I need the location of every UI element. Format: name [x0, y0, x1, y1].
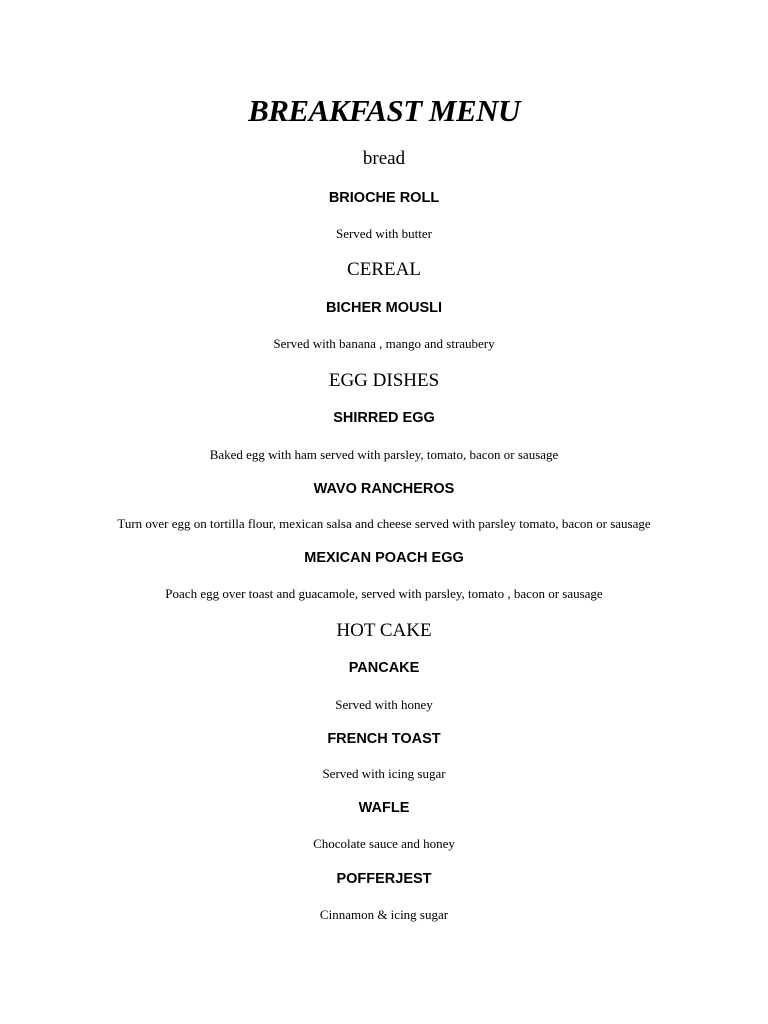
menu-item-description: Served with honey	[335, 697, 433, 712]
menu-item-name: SHIRRED EGG	[333, 410, 435, 426]
menu-item-description: Served with banana , mango and straubery	[273, 336, 495, 351]
menu-item-description: Poach egg over toast and guacamole, served with parsley, tomato , bacon or sausage	[165, 586, 603, 601]
menu-item-description: Served with butter	[335, 226, 433, 241]
section-heading-egg-dishes: EGG DISHES	[328, 370, 440, 391]
menu-item-name: BICHER MOUSLI	[326, 300, 442, 316]
menu-item-name: WAVO RANCHEROS	[313, 481, 455, 497]
menu-item-description: Cinnamon & icing sugar	[319, 907, 449, 922]
menu-item-name: MEXICAN POACH EGG	[304, 550, 464, 566]
menu-item-description: Baked egg with ham served with parsley, tomato, bacon or sausage	[209, 447, 559, 462]
menu-item-description: Turn over egg on tortilla flour, mexican salsa and cheese served with parsley tomato, bacon or sausage	[117, 516, 651, 531]
section-heading-bread: bread	[362, 148, 406, 169]
menu-item-name: FRENCH TOAST	[327, 731, 441, 747]
menu-item-name: BRIOCHE ROLL	[328, 190, 440, 206]
section-heading-hot-cake: HOT CAKE	[336, 620, 432, 641]
menu-item-name: WAFLE	[358, 800, 410, 816]
page-title: BREAKFAST MENU	[248, 93, 520, 128]
menu-item-name: POFFERJEST	[336, 871, 432, 887]
section-heading-cereal: CEREAL	[347, 259, 421, 280]
menu-item-description: Served with icing sugar	[322, 766, 446, 781]
menu-item-description: Chocolate sauce and honey	[313, 836, 455, 851]
menu-item-name: PANCAKE	[348, 660, 420, 676]
